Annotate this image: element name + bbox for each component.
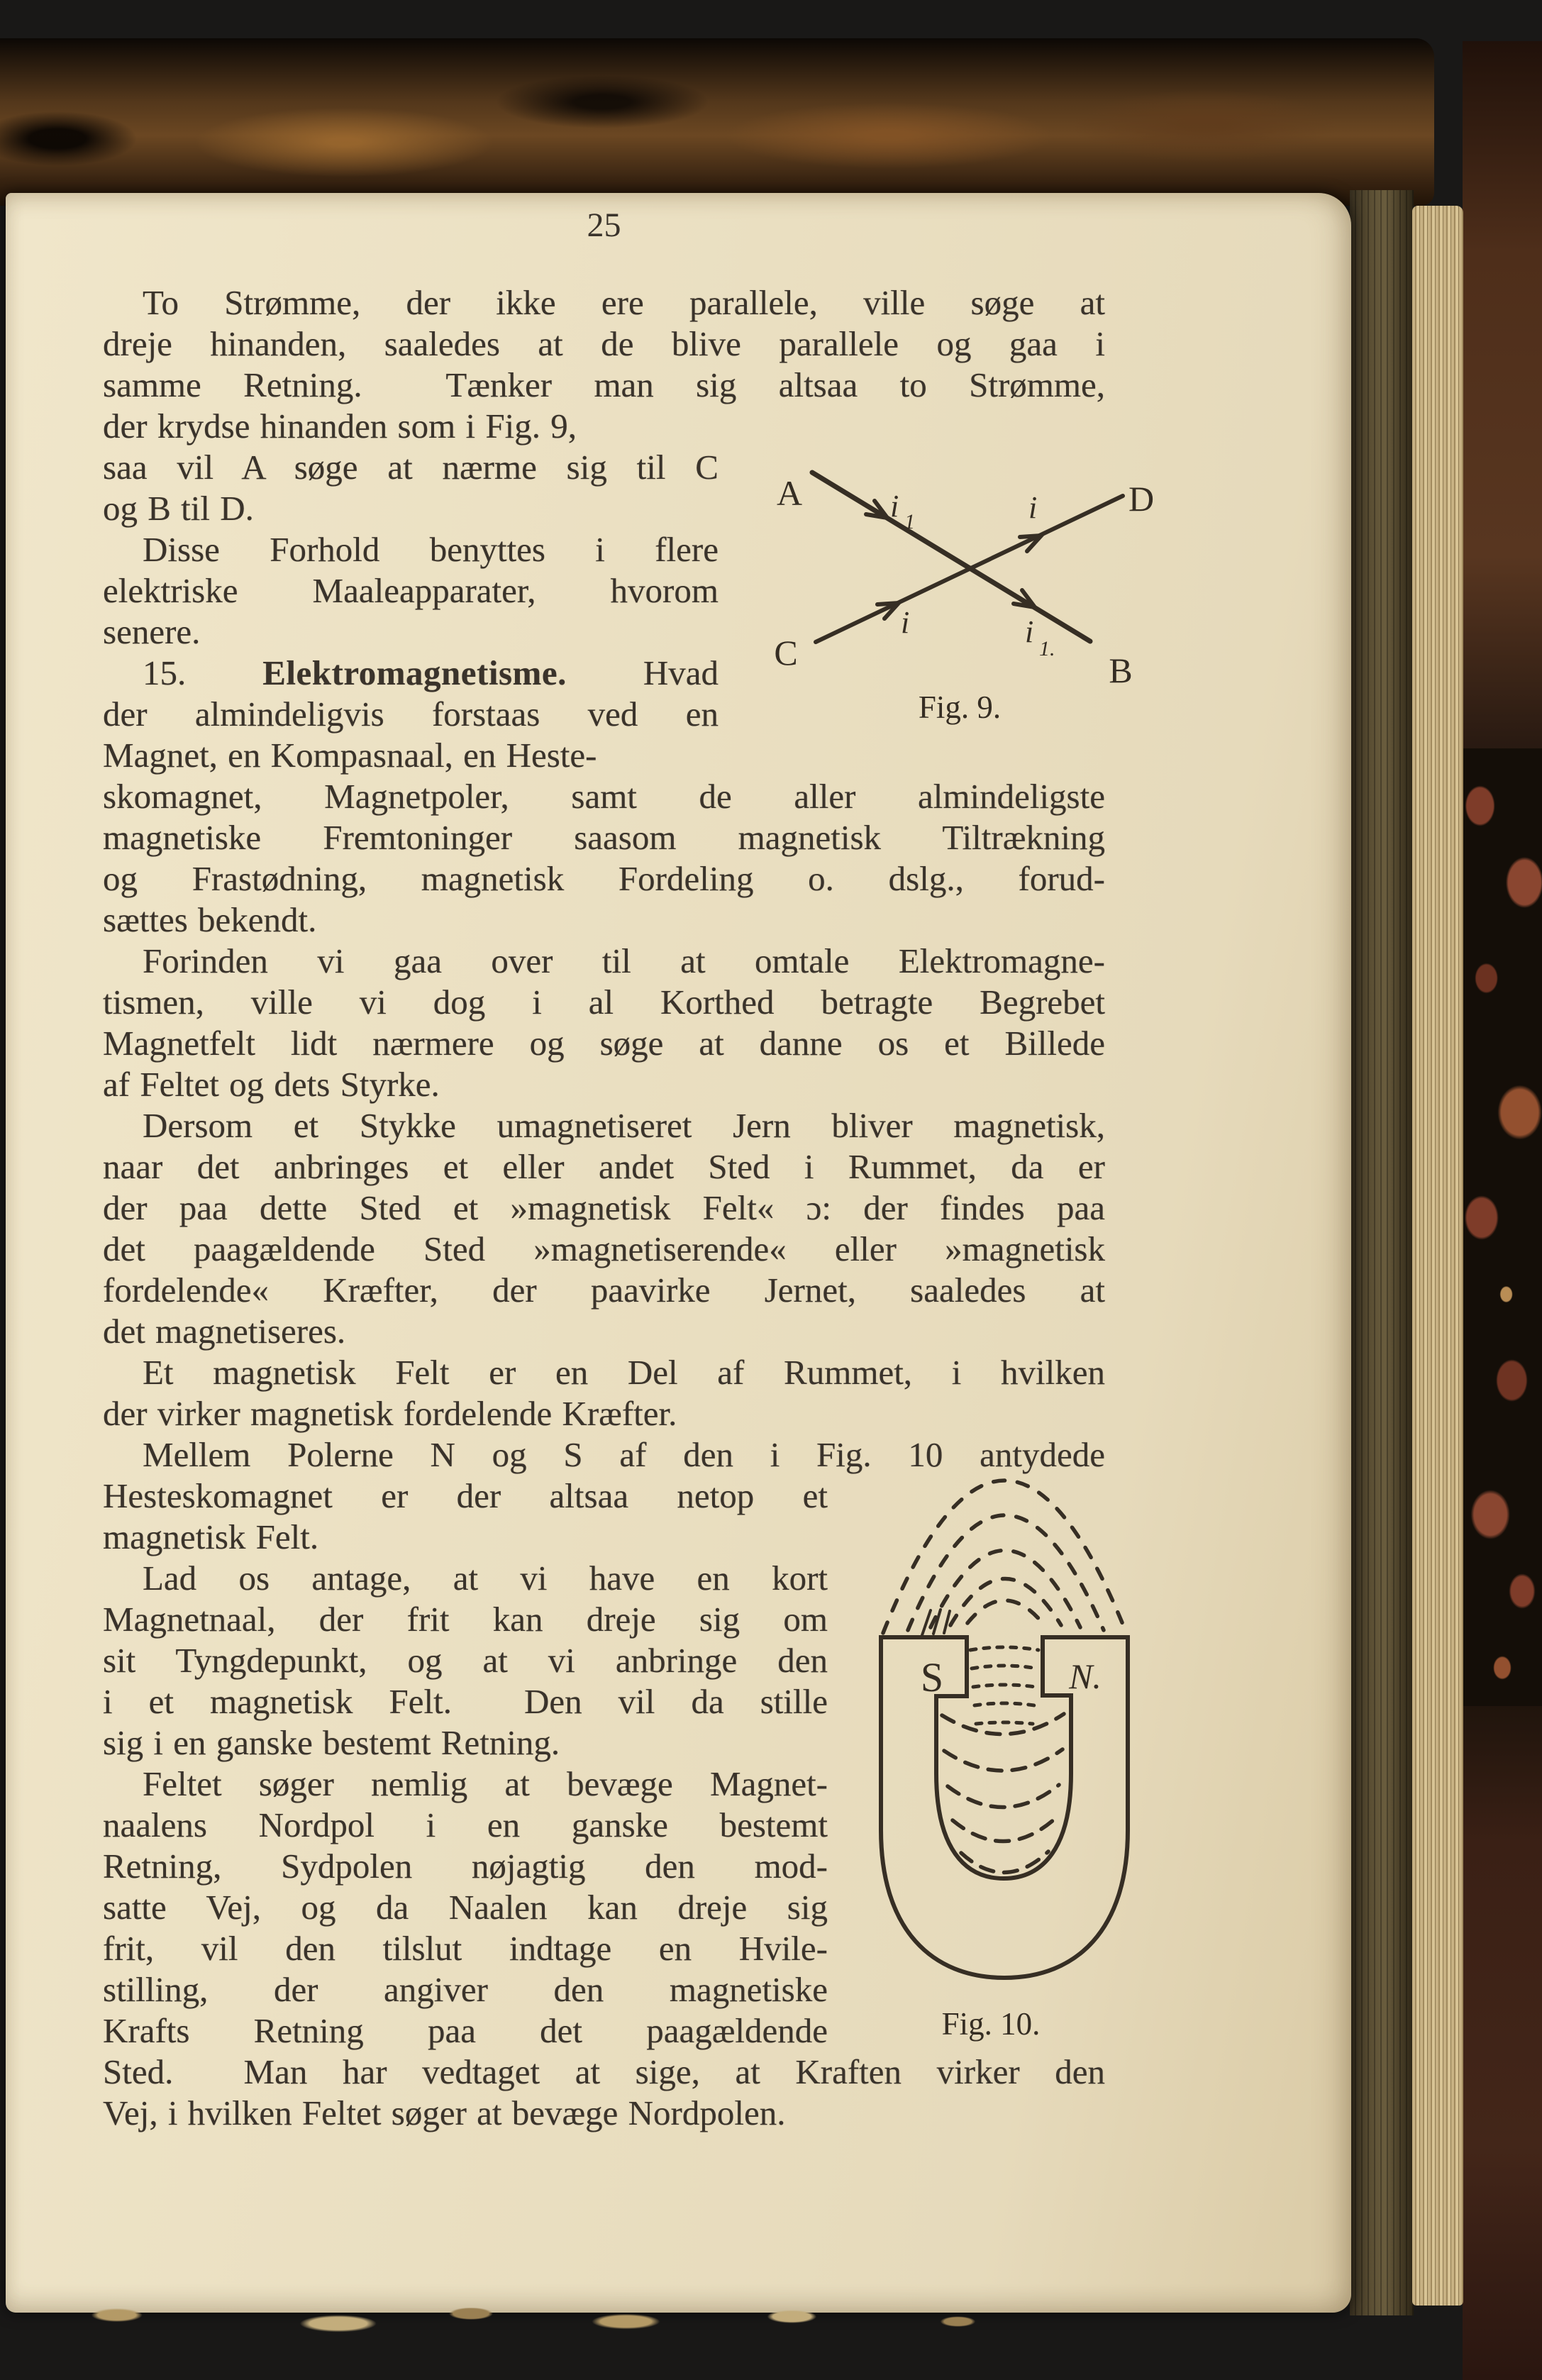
current-label-i1-bottom-sub: 1. bbox=[1039, 637, 1055, 660]
figure-10-caption: Fig. 10. bbox=[941, 2006, 1041, 2042]
gap-field-row-2 bbox=[972, 1666, 1037, 1668]
cavity-field-line-2 bbox=[944, 1749, 1063, 1771]
point-label-a: A bbox=[776, 473, 803, 513]
text-line: saa vil A søge at nærme sig til C bbox=[103, 448, 719, 487]
text-line: det magnetiseres. bbox=[103, 1312, 346, 1351]
text-line: der krydse hinanden som i Fig. 9, bbox=[103, 406, 577, 445]
text-line: Sted. Man har vedtaget at sige, at Kraften virker den bbox=[103, 2052, 1105, 2091]
text-line: Magnetnaal, der frit kan dreje sig om bbox=[103, 1600, 828, 1639]
figure-10 bbox=[851, 1433, 1149, 2043]
cavity-field-line-3 bbox=[948, 1785, 1059, 1808]
text-line: sig i en ganske bestemt Retning. bbox=[103, 1723, 560, 1762]
page-gutter-shadow bbox=[1350, 190, 1414, 2315]
text-line: sit Tyngdepunkt, og at vi anbringe den bbox=[103, 1641, 828, 1680]
current-line-ab bbox=[812, 472, 1090, 641]
text-line: i et magnetisk Felt. Den vil da stille bbox=[103, 1682, 828, 1721]
text-line: senere. bbox=[103, 612, 201, 651]
text-line: magnetisk Felt. bbox=[103, 1517, 319, 1556]
field-line-4 bbox=[950, 1579, 1061, 1626]
text-line: og B til D. bbox=[103, 489, 254, 528]
text-line: frit, vil den tilslut indtage en Hvile- bbox=[103, 1929, 828, 1968]
text-line: Forinden vi gaa over til at omtale Elektromagne- bbox=[143, 941, 1105, 980]
text-line: der virker magnetisk fordelende Kræfter. bbox=[103, 1394, 677, 1433]
text-line: Hesteskomagnet er der altsaa netop et bbox=[103, 1476, 828, 1515]
text-line: Dersom et Stykke umagnetiseret Jern bliver magnetisk, bbox=[143, 1106, 1105, 1145]
cavity-field-line-4 bbox=[953, 1819, 1055, 1842]
book-page bbox=[6, 193, 1351, 2313]
page-number: 25 bbox=[587, 206, 621, 244]
pole-label-south: S bbox=[920, 1654, 944, 1700]
current-label-i1-top-sub: 1 bbox=[904, 510, 915, 533]
text-line: der almindeligvis forstaas ved en bbox=[103, 694, 719, 734]
current-line-cd bbox=[816, 496, 1123, 642]
text-line: skomagnet, Magnetpoler, samt de aller almindeligste bbox=[103, 777, 1105, 816]
field-line-3 bbox=[931, 1551, 1080, 1628]
pole-label-north: N. bbox=[1069, 1656, 1102, 1696]
text-line: Disse Forhold benyttes i flere bbox=[143, 530, 719, 569]
figure-9-caption: Fig. 9. bbox=[918, 690, 1002, 725]
text-line: Krafts Retning paa det paagældende bbox=[103, 2011, 828, 2050]
current-label-i1-top: i bbox=[890, 489, 899, 524]
point-label-c: C bbox=[774, 633, 798, 673]
text-line: Vej, i hvilken Feltet søger at bevæge Nordpolen. bbox=[103, 2093, 786, 2132]
gap-field-row-4 bbox=[975, 1703, 1034, 1705]
field-line-5 bbox=[967, 1600, 1043, 1623]
text-line: samme Retning. Tænker man sig altsaa to Strømme, bbox=[103, 365, 1105, 404]
book-top-leather-edge bbox=[0, 38, 1434, 206]
text-line: Lad os antage, at vi have en kort bbox=[143, 1559, 828, 1598]
gap-field-row-5 bbox=[976, 1722, 1033, 1724]
text-line: og Frastødning, magnetisk Fordeling o. dslg., forud- bbox=[103, 859, 1105, 898]
current-label-i1-bottom: i bbox=[1025, 614, 1034, 649]
text-line: Et magnetisk Felt er en Del af Rummet, i hvilken bbox=[143, 1353, 1105, 1392]
text-line: Retning, Sydpolen nøjagtig den mod- bbox=[103, 1847, 828, 1886]
text-line: magnetiske Fremtoninger saasom magnetisk Tiltrækning bbox=[103, 818, 1105, 857]
worn-bottom-edge bbox=[28, 2293, 1135, 2342]
text-line: Magnetfelt lidt nærmere og søge at danne os et Billede bbox=[103, 1024, 1105, 1063]
pole-hatch-3 bbox=[944, 1611, 950, 1633]
text-line: elektriske Maaleapparater, hvorom bbox=[103, 571, 719, 610]
pole-hatch-1 bbox=[922, 1610, 931, 1635]
gap-field-row-3 bbox=[973, 1685, 1036, 1687]
current-label-i-top: i bbox=[1028, 490, 1038, 525]
field-line-outer bbox=[883, 1480, 1126, 1633]
text-line: det paagældende Sted »magnetiserende« eller »magnetisk bbox=[103, 1229, 1105, 1268]
text-line: dreje hinanden, saaledes at de blive parallele og gaa i bbox=[103, 324, 1105, 363]
text-line: fordelende« Kræfter, der paavirke Jernet, saaledes at bbox=[103, 1271, 1105, 1310]
figure-9 bbox=[738, 426, 1163, 738]
text-line: Magnet, en Kompasnaal, en Heste- bbox=[103, 736, 597, 775]
current-label-i-bottom: i bbox=[901, 605, 910, 640]
text-line: tismen, ville vi dog i al Korthed betragte Begrebet bbox=[103, 983, 1105, 1022]
point-label-d: D bbox=[1128, 479, 1155, 519]
text-line: To Strømme, der ikke ere parallele, ville søge at bbox=[143, 283, 1105, 322]
text-line: naar det anbringes et eller andet Sted i Rummet, da er bbox=[103, 1147, 1105, 1186]
text-line: sættes bekendt. bbox=[103, 900, 317, 939]
text-line: Mellem Polerne N og S af den i Fig. 10 antydede bbox=[143, 1435, 1105, 1474]
text-line: der paa dette Sted et »magnetisk Felt« ɔ: der findes paa bbox=[103, 1188, 1105, 1227]
text-line: Feltet søger nemlig at bevæge Magnet- bbox=[143, 1764, 828, 1803]
text-line: stilling, der angiver den magnetiske bbox=[103, 1970, 828, 2009]
point-label-b: B bbox=[1109, 651, 1133, 690]
page-stack-edge bbox=[1412, 206, 1463, 2306]
text-line: 15. Elektromagnetisme. Hvad bbox=[143, 653, 719, 692]
text-line: af Feltet og dets Styrke. bbox=[103, 1065, 440, 1104]
text-line: naalens Nordpol i en ganske bestemt bbox=[103, 1805, 828, 1844]
gap-field-row-1 bbox=[970, 1647, 1038, 1650]
marbled-cover-board bbox=[1463, 748, 1542, 1706]
text-line: satte Vej, og da Naalen kan dreje sig bbox=[103, 1888, 828, 1927]
